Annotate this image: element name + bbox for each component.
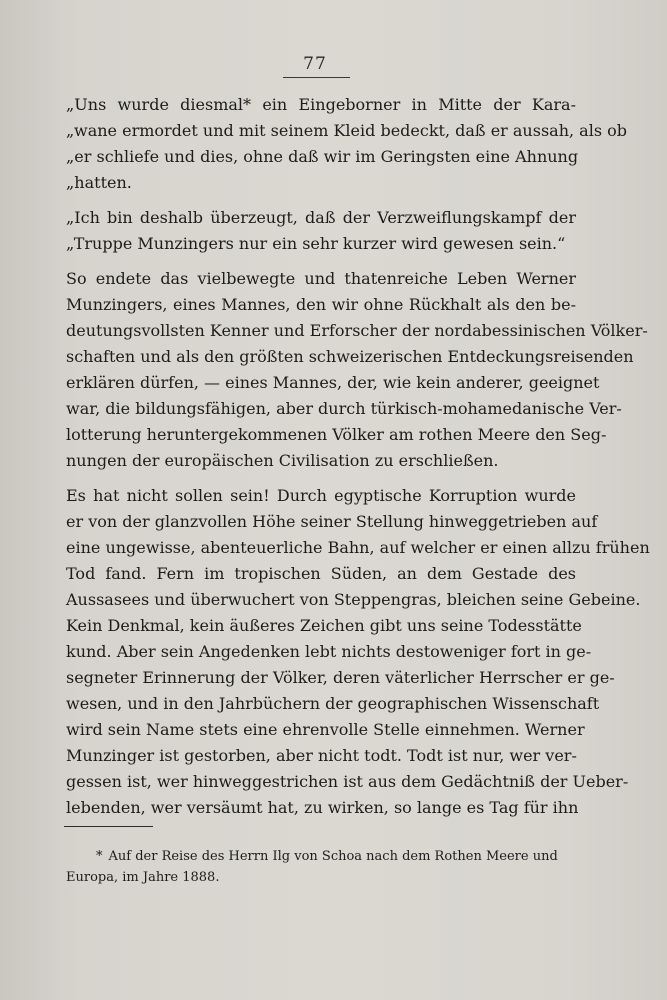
text-line: Munzingers, eines Mannes, den wir ohne Rückhalt als den be-	[66, 295, 576, 314]
footnote-line: Europa, im Jahre 1888.	[66, 870, 220, 885]
text-line: lebenden, wer versäumt hat, zu wirken, so lange es Tag für ihn	[66, 798, 579, 817]
text-line: „wane ermordet und mit seinem Kleid bedeckt, daß er aussah, als ob	[66, 121, 627, 140]
text-line: erklären dürfen, — eines Mannes, der, wie kein anderer, geeignet	[66, 373, 600, 392]
text-line: segneter Erinnerung der Völker, deren väterlicher Herrscher er ge-	[66, 668, 615, 687]
text-line: „hatten.	[66, 173, 132, 192]
text-line: „Uns wurde diesmal* ein Eingeborner in Mitte der Kara-	[66, 95, 576, 114]
text-line: war, die bildungsfähigen, aber durch türkisch-mohamedanische Ver-	[66, 399, 622, 418]
text-line: Kein Denkmal, kein äußeres Zeichen gibt uns seine Todesstätte	[66, 616, 582, 635]
text-line: „Truppe Munzingers nur ein sehr kurzer wird gewesen sein.“	[66, 234, 566, 253]
body-text	[66, 92, 650, 821]
paragraph-quote-2	[66, 205, 576, 257]
text-line: Tod fand. Fern im tropischen Süden, an dem Gestade des	[66, 564, 576, 583]
text-line: „Ich bin deshalb überzeugt, daß der Verzweiflungskampf der	[66, 208, 576, 227]
text-line: wesen, und in den Jahrbüchern der geographischen Wissenschaft	[66, 694, 600, 713]
footnote-rule	[64, 826, 153, 827]
paragraph-quote-1	[66, 92, 627, 196]
text-line: So endete das vielbewegte und thatenreiche Leben Werner	[66, 269, 576, 288]
text-line: er von der glanzvollen Höhe seiner Stellung hinweggetrieben auf	[66, 512, 598, 531]
text-line: lotterung heruntergekommenen Völker am rothen Meere den Seg-	[66, 425, 607, 444]
text-line: schaften und als den größten schweizerischen Entdeckungsreisenden	[66, 347, 634, 366]
text-line: eine ungewisse, abenteuerliche Bahn, auf welcher er einen allzu frühen	[66, 538, 650, 557]
footnote-marker: *	[96, 849, 103, 864]
page-number: 77	[303, 54, 327, 74]
text-line: gessen ist, wer hinweggestrichen ist aus dem Gedächtniß der Ueber-	[66, 772, 629, 791]
paragraph-main-2	[66, 483, 650, 821]
text-line: Munzinger ist gestorben, aber nicht todt. Todt ist nur, wer ver-	[66, 746, 577, 765]
footnote-line	[66, 846, 578, 867]
text-line: kund. Aber sein Angedenken lebt nichts destoweniger fort in ge-	[66, 642, 592, 661]
text-line: wird sein Name stets eine ehrenvolle Stelle einnehmen. Werner	[66, 720, 585, 739]
footnote	[66, 846, 578, 888]
text-line: Es hat nicht sollen sein! Durch egyptische Korruption wurde	[66, 486, 576, 505]
text-line: Aussasees und überwuchert von Steppengras, bleichen seine Gebeine.	[66, 590, 641, 609]
footnote-text: Auf der Reise des Herrn Ilg von Schoa nach dem Rothen Meere und	[108, 849, 558, 864]
paragraph-main-1	[66, 266, 648, 474]
page-number-rule	[283, 77, 350, 78]
text-line: nungen der europäischen Civilisation zu erschließen.	[66, 451, 499, 470]
text-line: „er schliefe und dies, ohne daß wir im Geringsten eine Ahnung	[66, 147, 579, 166]
text-line: deutungsvollsten Kenner und Erforscher der nordabessinischen Völker-	[66, 321, 648, 340]
